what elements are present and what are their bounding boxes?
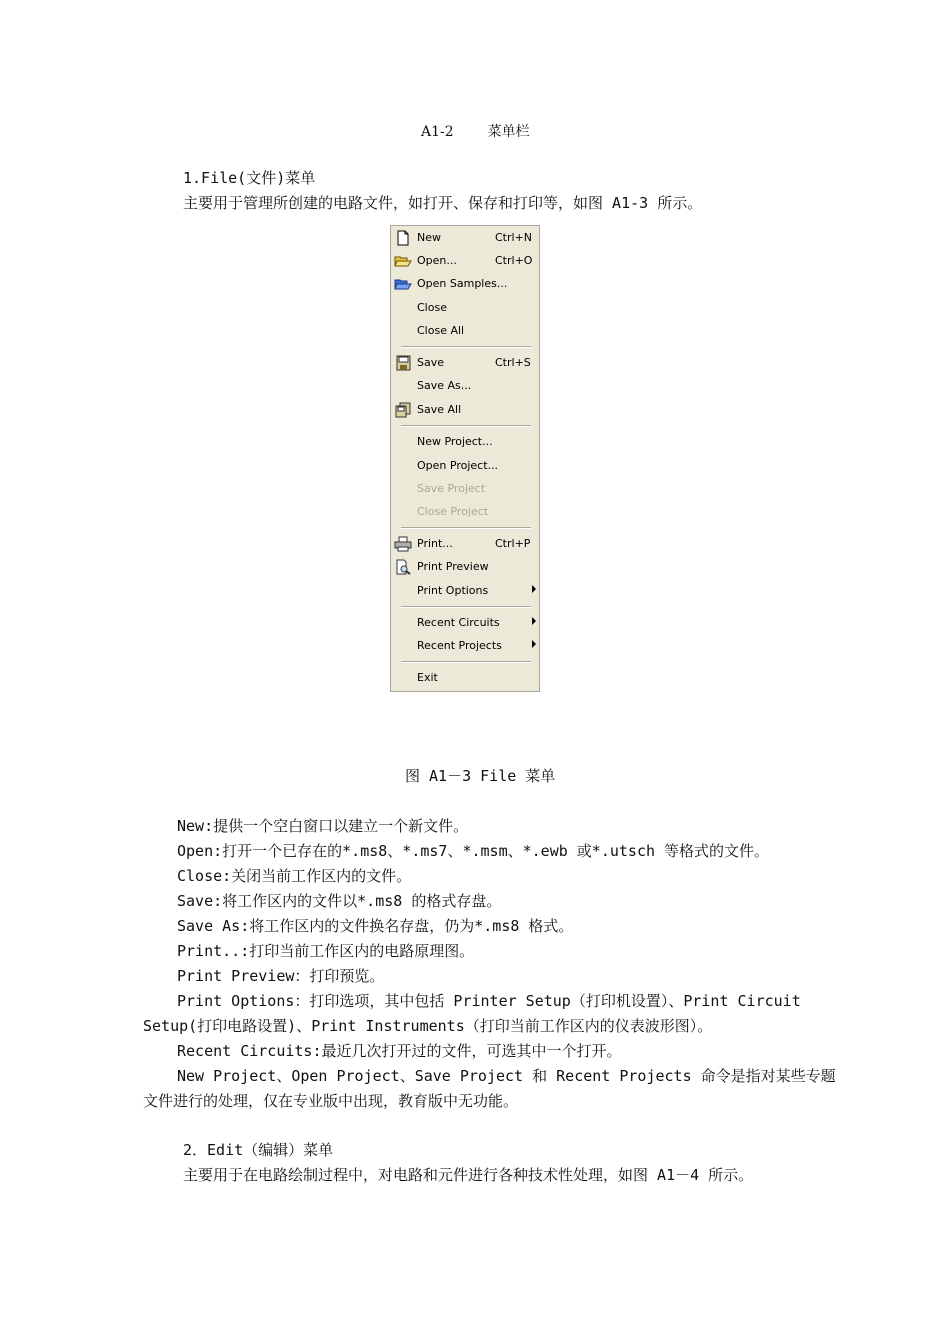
section2-heading: 2．Edit（编辑）菜单 — [183, 1141, 334, 1159]
menu-item-print[interactable]: Print... Ctrl+P — [391, 534, 539, 554]
menu-separator — [401, 527, 531, 529]
menu-item-open[interactable]: Open... Ctrl+O — [391, 251, 539, 271]
submenu-arrow-icon — [532, 617, 536, 625]
submenu-arrow-icon — [532, 585, 536, 593]
desc-print: Print..:打印当前工作区内的电路原理图。 — [177, 942, 475, 960]
menu-item-exit[interactable]: Exit — [417, 671, 438, 684]
section1-heading: 1.File(文件)菜单 — [183, 169, 316, 187]
top-caption-code: A1-2 — [421, 124, 454, 140]
menu-item-save[interactable]: Save Ctrl+S — [391, 353, 539, 373]
desc-print-options-line1: Print Options：打印选项，其中包括 Printer Setup（打印机设置）、Print Circuit — [177, 992, 801, 1010]
open-folder-icon — [394, 253, 412, 269]
desc-print-options-line2: Setup(打印电路设置)、Print Instruments（打印当前工作区内的仪表波形图）。 — [143, 1017, 713, 1035]
save-disk-icon — [394, 355, 412, 371]
menu-item-save-project[interactable]: Save Project — [417, 482, 486, 495]
menu-separator — [401, 606, 531, 608]
top-caption-title: 菜单栏 — [487, 124, 530, 140]
desc-new: New:提供一个空白窗口以建立一个新文件。 — [177, 817, 469, 835]
menu-item-print-preview[interactable]: Print Preview — [391, 557, 539, 577]
desc-close: Close:关闭当前工作区内的文件。 — [177, 867, 412, 885]
submenu-arrow-icon — [532, 640, 536, 648]
file-menu — [390, 225, 540, 692]
menu-item-recent-circuits[interactable]: Recent Circuits — [391, 613, 539, 633]
menu-separator — [401, 661, 531, 663]
desc-recent-circuits: Recent Circuits:最近几次打开过的文件，可选其中一个打开。 — [177, 1042, 622, 1060]
desc-print-preview: Print Preview：打印预览。 — [177, 967, 385, 985]
menu-item-open-samples[interactable]: Open Samples... — [391, 274, 539, 294]
menu-item-close-project[interactable]: Close Project — [417, 505, 489, 518]
desc-save: Save:将工作区内的文件以*.ms8 的格式存盘。 — [177, 892, 502, 910]
desc-open: Open:打开一个已存在的*.ms8、*.ms7、*.msm、*.ewb 或*.utsch 等格式的文件。 — [177, 842, 770, 860]
menu-separator — [401, 346, 531, 348]
menu-item-recent-projects[interactable]: Recent Projects — [391, 636, 539, 656]
menu-item-new[interactable]: New Ctrl+N — [391, 228, 539, 248]
menu-item-new-project[interactable]: New Project... — [417, 435, 493, 448]
menu-item-save-as[interactable]: Save As... — [417, 379, 472, 392]
menu-item-close[interactable]: Close — [417, 301, 447, 314]
desc-projects-line1: New Project、Open Project、Save Project 和 Recent Projects 命令是指对某些专题 — [177, 1067, 836, 1085]
desc-projects-line2: 文件进行的处理，仅在专业版中出现，教育版中无功能。 — [143, 1092, 519, 1110]
section1-intro: 主要用于管理所创建的电路文件，如打开、保存和打印等，如图 A1-3 所示。 — [183, 194, 703, 212]
top-caption — [421, 121, 530, 141]
section2-intro: 主要用于在电路绘制过程中，对电路和元件进行各种技术性处理，如图 A1－4 所示。 — [183, 1166, 754, 1184]
menu-item-print-options[interactable]: Print Options — [391, 581, 539, 601]
menu-item-open-project[interactable]: Open Project... — [417, 459, 499, 472]
printer-icon — [394, 536, 412, 552]
open-samples-icon — [394, 276, 412, 292]
desc-save-as: Save As:将工作区内的文件换名存盘，仍为*.ms8 格式。 — [177, 917, 574, 935]
new-file-icon — [394, 230, 412, 246]
save-all-icon — [394, 402, 412, 418]
print-preview-icon — [394, 559, 412, 575]
figure-caption: 图 A1－3 File 菜单 — [405, 767, 556, 785]
menu-separator — [401, 425, 531, 427]
menu-item-save-all[interactable]: Save All — [391, 400, 539, 420]
menu-item-close-all[interactable]: Close All — [417, 324, 465, 337]
